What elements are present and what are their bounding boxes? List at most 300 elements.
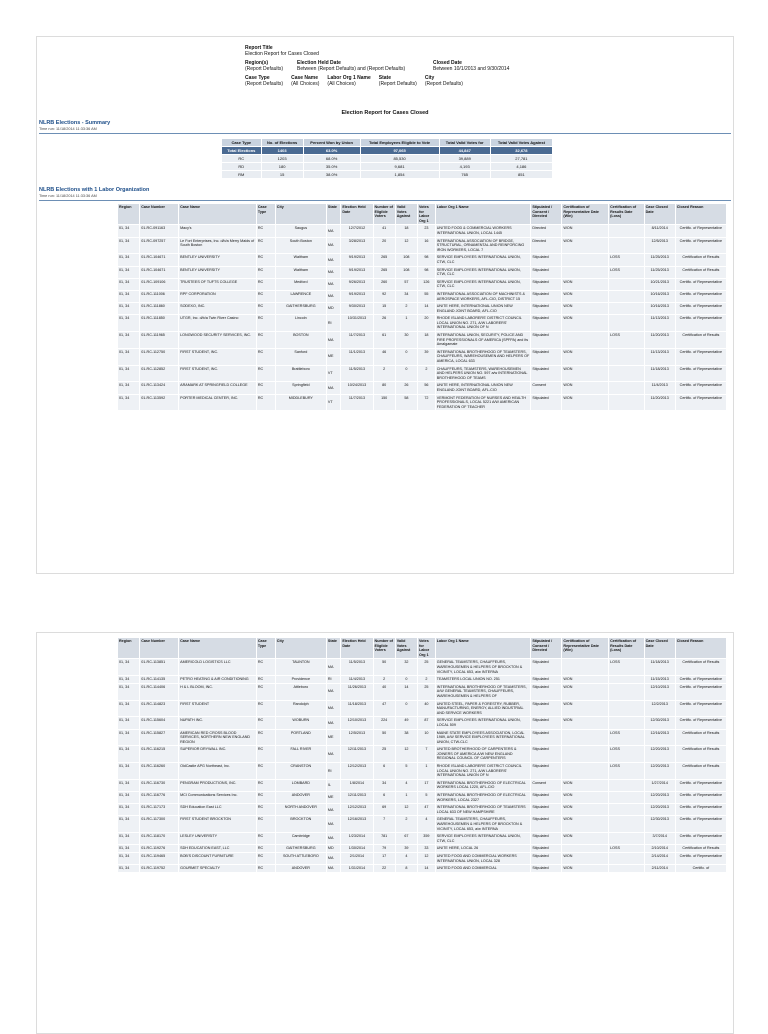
table-cell: 01-RC-117300 bbox=[140, 816, 179, 833]
table-cell: 01, 34 bbox=[118, 394, 140, 411]
table-cell: 01, 34 bbox=[118, 746, 140, 763]
table-cell: SOUTH ATTLEBORO bbox=[275, 852, 326, 864]
table-cell bbox=[609, 303, 645, 315]
table-cell: 1/27/2014 bbox=[644, 779, 675, 791]
table-cell: Stipulated bbox=[531, 659, 562, 676]
table-cell: SERVICE EMPLOYEES INTERNATIONAL UNION, CTW, CLC bbox=[435, 254, 531, 266]
table-cell: 92 bbox=[373, 290, 395, 302]
table-cell: WON bbox=[562, 348, 609, 365]
table-cell: WON bbox=[562, 365, 609, 382]
table-cell: 69 bbox=[373, 804, 395, 816]
summary-cell: 1403 bbox=[261, 147, 303, 155]
table-cell: 1 bbox=[417, 763, 435, 780]
summary-cell: 180 bbox=[261, 163, 303, 171]
report-title-label: Report Title bbox=[245, 45, 273, 51]
table-cell: 01, 34 bbox=[118, 676, 140, 684]
table-cell: UNITED BROTHERHOOD OF CARPENTERS & JOINERS OF AMERICA A/W NEW ENGLAND REGIONAL COUNCIL OF CARPENTERS bbox=[435, 746, 531, 763]
table-cell: RC bbox=[256, 816, 275, 833]
column-header: Number of Eligible Voters bbox=[373, 638, 395, 659]
table-cell: 01, 34 bbox=[118, 266, 140, 278]
table-cell: Certification of Results bbox=[675, 254, 726, 266]
table-cell: Stipulated bbox=[531, 792, 562, 804]
table-cell: WON bbox=[562, 833, 609, 845]
column-header: Certification of Results Date (Loss) bbox=[609, 638, 645, 659]
table-cell: Stipulated bbox=[531, 700, 562, 717]
table-cell: 11/18/2013 bbox=[644, 365, 675, 382]
table-cell bbox=[562, 332, 609, 349]
table-cell: 01, 34 bbox=[118, 763, 140, 780]
table-cell: 8 bbox=[395, 865, 417, 873]
table-cell: Stipulated bbox=[531, 332, 562, 349]
table-cell: 11/26/2013 bbox=[341, 683, 373, 700]
table-cell: BENTLEY UNIVERSITY bbox=[179, 254, 257, 266]
table-cell: LOSS bbox=[609, 729, 645, 746]
table-cell: MA bbox=[326, 382, 340, 394]
elections-table-page-2 bbox=[117, 637, 727, 873]
table-cell: 72 bbox=[417, 394, 435, 411]
table-cell: LOSS bbox=[609, 266, 645, 278]
table-cell: LOSS bbox=[609, 746, 645, 763]
table-cell: 01-RC-114135 bbox=[140, 676, 179, 684]
table-cell: 50 bbox=[373, 659, 395, 676]
summary-cell: RD bbox=[222, 163, 262, 171]
table-cell: Stipulated bbox=[531, 865, 562, 873]
column-header: State bbox=[326, 204, 340, 225]
table-row bbox=[118, 365, 727, 382]
state-label: State bbox=[378, 74, 392, 81]
table-cell bbox=[609, 804, 645, 816]
table-row bbox=[118, 332, 727, 349]
table-cell: 0 bbox=[395, 700, 417, 717]
summary-cell: 4,186 bbox=[490, 163, 552, 171]
table-cell: WON bbox=[562, 717, 609, 729]
table-cell: 01, 34 bbox=[118, 852, 140, 864]
table-cell: 2/1/2014 bbox=[341, 852, 373, 864]
table-cell: 01, 34 bbox=[118, 382, 140, 394]
table-cell: 12/5/2013 bbox=[644, 237, 675, 254]
table-cell bbox=[562, 266, 609, 278]
table-cell: INTERNATIONAL ASSOCIATION OF BRIDGE, STRUCTURAL, ORNAMENTAL AND REINFORCING IRON WORKERS, LOCAL 7 bbox=[435, 237, 531, 254]
table-cell: WON bbox=[562, 382, 609, 394]
table-cell: 11/25/2013 bbox=[644, 266, 675, 278]
summary-cell: 4,193 bbox=[439, 163, 490, 171]
table-cell: 2/14/2014 bbox=[644, 852, 675, 864]
table-row bbox=[118, 348, 727, 365]
summary-time-run: Time run: 11/18/2014 11:33:36 AM bbox=[39, 127, 97, 131]
table-row bbox=[118, 845, 727, 853]
table-cell bbox=[562, 845, 609, 853]
column-header: Votes for Labor Org 1 bbox=[417, 204, 435, 225]
case-name-label: Case Name bbox=[291, 74, 319, 81]
table-cell: 10/16/2013 bbox=[644, 290, 675, 302]
table-cell: RHODE ISLAND LABORERS' DISTRICT COUNCIL LOCAL UNION NO. 271, A/W LABORERS' INTERNATIONAL UNION OF N bbox=[435, 763, 531, 780]
table-cell: UNITE HERE, LOCAL 26 bbox=[435, 845, 531, 853]
table-cell: 58 bbox=[395, 394, 417, 411]
table-cell: 11/5/2013 bbox=[341, 659, 373, 676]
table-cell: 25 bbox=[417, 683, 435, 700]
table-cell: RC bbox=[256, 792, 275, 804]
table-cell: Stipulated bbox=[531, 348, 562, 365]
summary-header-cell: Total Valid Votes for bbox=[439, 139, 490, 147]
table-cell: Directed bbox=[531, 225, 562, 237]
table-cell: 11/4/2013 bbox=[644, 382, 675, 394]
table-cell: INTERNATIONAL UNION, SECURITY, POLICE AND FIRE PROFESSIONALS OF AMERICA (SPFPA) and its Amalgamate bbox=[435, 332, 531, 349]
table-cell: 11/15/2013 bbox=[644, 676, 675, 684]
table-cell: 12 bbox=[395, 237, 417, 254]
table-cell: 126 bbox=[417, 278, 435, 290]
table-cell: Certific. of Representative bbox=[675, 303, 726, 315]
table-cell: 01-RC-113592 bbox=[140, 394, 179, 411]
table-cell: 12 bbox=[417, 852, 435, 864]
table-cell: Providence bbox=[275, 676, 326, 684]
table-cell: 01, 34 bbox=[118, 290, 140, 302]
table-cell bbox=[609, 348, 645, 365]
table-cell: 10/21/2013 bbox=[644, 278, 675, 290]
summary-cell: 9,681 bbox=[360, 163, 439, 171]
table-cell: 30 bbox=[395, 332, 417, 349]
table-cell: 01-RC-113424 bbox=[140, 382, 179, 394]
table-cell: RC bbox=[256, 382, 275, 394]
table-cell: Sanford bbox=[275, 348, 326, 365]
table-cell: 4 bbox=[417, 816, 435, 833]
table-cell: RC bbox=[256, 804, 275, 816]
table-cell bbox=[609, 833, 645, 845]
summary-cell: 85,530 bbox=[360, 155, 439, 163]
table-cell: WON bbox=[562, 278, 609, 290]
table-cell: 12/20/2013 bbox=[644, 763, 675, 780]
table-cell: 9/30/2013 bbox=[341, 303, 373, 315]
labor-org-label: Labor Org 1 Name bbox=[327, 74, 371, 81]
table-cell: 1/30/2014 bbox=[341, 845, 373, 853]
table-cell: 01-RC-111006 bbox=[140, 290, 179, 302]
table-row bbox=[118, 852, 727, 864]
table-cell: RC bbox=[256, 763, 275, 780]
table-cell bbox=[609, 290, 645, 302]
table-cell: MA bbox=[326, 659, 340, 676]
table-cell bbox=[609, 394, 645, 411]
table-cell: 01, 34 bbox=[118, 659, 140, 676]
table-cell: 01, 34 bbox=[118, 833, 140, 845]
table-cell: Certific. of Representative bbox=[675, 792, 726, 804]
table-cell: WON bbox=[562, 779, 609, 791]
table-cell: 15 bbox=[373, 303, 395, 315]
table-cell: MD bbox=[326, 845, 340, 853]
table-cell: 108 bbox=[395, 266, 417, 278]
table-cell: 01-RC-118170 bbox=[140, 833, 179, 845]
table-cell: 11/13/2013 bbox=[644, 348, 675, 365]
table-cell: RC bbox=[256, 833, 275, 845]
table-cell: 32 bbox=[395, 659, 417, 676]
table-cell: LOSS bbox=[609, 254, 645, 266]
table-cell: RC bbox=[256, 700, 275, 717]
table-cell: 01, 34 bbox=[118, 792, 140, 804]
table-cell: South Boston bbox=[275, 237, 326, 254]
city-value: (Report Defaults) bbox=[424, 81, 463, 88]
table-row bbox=[118, 303, 727, 315]
table-cell: LONGWOOD SECURITY SERVICES, INC. bbox=[179, 332, 257, 349]
table-cell bbox=[609, 792, 645, 804]
table-cell: Stipulated bbox=[531, 816, 562, 833]
table-cell: LOSS bbox=[609, 659, 645, 676]
table-cell: LESLEY UNIVERSITY bbox=[179, 833, 257, 845]
table-cell: 9/19/2013 bbox=[341, 290, 373, 302]
table-cell: Certification of Results bbox=[675, 763, 726, 780]
table-cell: 108 bbox=[395, 254, 417, 266]
table-cell bbox=[609, 816, 645, 833]
table-cell: 01-RC-111860 bbox=[140, 303, 179, 315]
table-cell: RC bbox=[256, 729, 275, 746]
table-cell: 6 bbox=[373, 763, 395, 780]
table-cell: 5 bbox=[395, 763, 417, 780]
table-cell bbox=[562, 763, 609, 780]
table-cell: ANDOVER bbox=[275, 792, 326, 804]
table-cell: 01-RC-111965 bbox=[140, 332, 179, 349]
table-cell: RC bbox=[256, 278, 275, 290]
table-cell bbox=[609, 225, 645, 237]
table-cell: 79 bbox=[373, 845, 395, 853]
table-cell: BOB'S DISCOUNT FURNITURE bbox=[179, 852, 257, 864]
table-cell: 12/16/2013 bbox=[644, 729, 675, 746]
table-cell: Cambridge bbox=[275, 833, 326, 845]
table-cell: WON bbox=[562, 816, 609, 833]
table-cell: SERVICE EMPLOYEES INTERNATIONAL UNION, LOCAL 509 bbox=[435, 717, 531, 729]
column-header: Number of Eligible Voters bbox=[373, 204, 395, 225]
table-row bbox=[118, 659, 727, 676]
table-cell: PORTLAND bbox=[275, 729, 326, 746]
report-page-2 bbox=[36, 632, 734, 1034]
table-cell: VT bbox=[326, 394, 340, 411]
column-header: Stipulated / Consent / Directed bbox=[531, 638, 562, 659]
table-cell: 18 bbox=[395, 225, 417, 237]
table-cell: RC bbox=[256, 290, 275, 302]
table-cell: 80 bbox=[373, 382, 395, 394]
table-cell: 41 bbox=[373, 225, 395, 237]
table-cell: 18 bbox=[417, 332, 435, 349]
table-cell: 12/20/2013 bbox=[644, 746, 675, 763]
table-cell: BOSTON bbox=[275, 332, 326, 349]
column-header: Region bbox=[118, 638, 140, 659]
table-cell: 01, 34 bbox=[118, 816, 140, 833]
summary-cell: 851 bbox=[490, 171, 552, 179]
table-cell: 0 bbox=[395, 676, 417, 684]
table-cell: Certific. of Representative bbox=[675, 717, 726, 729]
table-cell: FIRST STUDENT BROCKTON bbox=[179, 816, 257, 833]
table-cell: 01-RC-119752 bbox=[140, 865, 179, 873]
column-header: Case Type bbox=[256, 204, 275, 225]
table-row bbox=[118, 792, 727, 804]
table-cell: ANDOVER bbox=[275, 865, 326, 873]
column-header: Case Name bbox=[179, 638, 257, 659]
table-cell: Certific. of Representative bbox=[675, 237, 726, 254]
table-cell: 01, 34 bbox=[118, 700, 140, 717]
table-cell: VERMONT FEDERATION OF NURSES AND HEALTH PROFESSIONALS, LOCAL 5221 A/W AMERICAN FEDERATION OF TEACHER bbox=[435, 394, 531, 411]
table-cell: RC bbox=[256, 394, 275, 411]
table-cell: WON bbox=[562, 315, 609, 332]
table-cell: 01-RC-112852 bbox=[140, 365, 179, 382]
column-header: Closed Reason bbox=[675, 638, 726, 659]
table-cell: IL bbox=[326, 779, 340, 791]
table-cell: 01, 34 bbox=[118, 315, 140, 332]
table-cell: 12/16/2013 bbox=[341, 816, 373, 833]
table-cell: LOMBARD bbox=[275, 779, 326, 791]
table-cell: MA bbox=[326, 225, 340, 237]
table-cell: MA bbox=[326, 852, 340, 864]
table-cell: 01, 34 bbox=[118, 845, 140, 853]
table-cell: Stipulated bbox=[531, 845, 562, 853]
table-cell: FIRST STUDENT, INC. bbox=[179, 348, 257, 365]
report-parameters bbox=[245, 45, 509, 87]
column-header: Case Type bbox=[256, 638, 275, 659]
table-cell: 260 bbox=[373, 278, 395, 290]
table-cell: 9/26/2013 bbox=[341, 278, 373, 290]
table-cell: 12/5/2013 bbox=[341, 729, 373, 746]
table-cell: Stipulated bbox=[531, 266, 562, 278]
table-cell: 57 bbox=[395, 278, 417, 290]
table-cell: 3/7/2014 bbox=[644, 833, 675, 845]
table-cell: 01, 34 bbox=[118, 237, 140, 254]
summary-header-cell: Total Valid Votes Against bbox=[490, 139, 552, 147]
table-cell: 12/10/2013 bbox=[644, 683, 675, 700]
table-cell: 2/10/2014 bbox=[644, 845, 675, 853]
table-cell: MIDDLEBURY bbox=[275, 394, 326, 411]
table-cell: 01-RC-104671 bbox=[140, 254, 179, 266]
table-cell: 5 bbox=[417, 792, 435, 804]
table-row bbox=[118, 763, 727, 780]
table-cell: VT bbox=[326, 365, 340, 382]
table-cell: MA bbox=[326, 237, 340, 254]
table-cell: INTERNATIONAL BROTHERHOOD OF ELECTRICAL WORKERS, LOCAL 2327 bbox=[435, 792, 531, 804]
table-cell: RC bbox=[256, 683, 275, 700]
summary-row bbox=[222, 163, 553, 171]
table-cell bbox=[609, 717, 645, 729]
column-header: Case Number bbox=[140, 204, 179, 225]
table-cell bbox=[609, 779, 645, 791]
param-row-2 bbox=[245, 75, 509, 88]
table-cell: RC bbox=[256, 865, 275, 873]
region-label: Region(s) bbox=[245, 59, 269, 66]
table-cell: 11/1/2013 bbox=[341, 348, 373, 365]
summary-cell: 97,065 bbox=[360, 147, 439, 155]
table-cell: 01, 34 bbox=[118, 348, 140, 365]
table-cell: 01, 34 bbox=[118, 865, 140, 873]
table-cell: TAUNTON bbox=[275, 659, 326, 676]
table-cell: ME bbox=[326, 729, 340, 746]
column-header: Case Closed Date bbox=[644, 204, 675, 225]
table-cell: 12/7/2012 bbox=[341, 225, 373, 237]
table-cell: LOSS bbox=[609, 845, 645, 853]
table-row bbox=[118, 278, 727, 290]
table-cell: 01, 34 bbox=[118, 804, 140, 816]
table-cell: 4 bbox=[395, 852, 417, 864]
table-cell: 47 bbox=[373, 700, 395, 717]
table-cell: Directed bbox=[531, 237, 562, 254]
summary-table bbox=[221, 138, 553, 179]
table-cell: Certific. of Representative bbox=[675, 779, 726, 791]
table-cell: 26 bbox=[395, 382, 417, 394]
table-cell: AMERICOLD LOGISTICS LLC bbox=[179, 659, 257, 676]
table-cell: 01-RC-116730 bbox=[140, 779, 179, 791]
table-cell: 2 bbox=[395, 303, 417, 315]
labor-divider bbox=[39, 200, 731, 201]
summary-cell: 765 bbox=[439, 171, 490, 179]
table-cell: 1 bbox=[395, 315, 417, 332]
table-cell: 12/11/2013 bbox=[341, 746, 373, 763]
table-cell: 11/13/2013 bbox=[644, 315, 675, 332]
table-cell: 98 bbox=[417, 254, 435, 266]
table-cell: 12/20/2013 bbox=[644, 792, 675, 804]
table-cell: 46 bbox=[373, 348, 395, 365]
table-cell: Certific. of Representative bbox=[675, 676, 726, 684]
table-cell: NUPATH INC. bbox=[179, 717, 257, 729]
table-cell: Consent bbox=[531, 382, 562, 394]
table-cell: Stipulated bbox=[531, 746, 562, 763]
table-cell: 40 bbox=[373, 683, 395, 700]
table-cell: 265 bbox=[373, 266, 395, 278]
table-cell: WON bbox=[562, 852, 609, 864]
table-cell: Stipulated bbox=[531, 278, 562, 290]
column-header: Votes for Labor Org 1 bbox=[417, 638, 435, 659]
table-cell: 14 bbox=[417, 865, 435, 873]
table-cell: SERVICE EMPLOYEES INTERNATIONAL UNION, CTW, CLC bbox=[435, 278, 531, 290]
table-cell: NORTH ANDOVER bbox=[275, 804, 326, 816]
table-cell: Springfield bbox=[275, 382, 326, 394]
region-value: (Report Defaults) bbox=[245, 66, 284, 73]
table-cell: LOSS bbox=[609, 332, 645, 349]
page-title: Election Report for Cases Closed bbox=[341, 110, 429, 116]
table-cell: GAITHERSBURG bbox=[275, 303, 326, 315]
table-cell: 11/18/2013 bbox=[644, 659, 675, 676]
table-cell: 1 bbox=[395, 792, 417, 804]
table-cell: Stipulated bbox=[531, 676, 562, 684]
table-cell: MA bbox=[326, 717, 340, 729]
table-cell: MA bbox=[326, 746, 340, 763]
table-cell: 12/2/2013 bbox=[644, 700, 675, 717]
column-header: Region bbox=[118, 204, 140, 225]
table-cell: WOBURN bbox=[275, 717, 326, 729]
column-header: Case Closed Date bbox=[644, 638, 675, 659]
table-cell: Certification of Results bbox=[675, 845, 726, 853]
table-cell: Stipulated bbox=[531, 729, 562, 746]
table-cell: Certification of Results bbox=[675, 266, 726, 278]
table-cell: 20 bbox=[373, 237, 395, 254]
table-cell: GOURMET SPECIALTY bbox=[179, 865, 257, 873]
table-row bbox=[118, 779, 727, 791]
table-cell: TRUSTEES OF TUFTS COLLEGE bbox=[179, 278, 257, 290]
table-cell: SUPERIOR DRYWALL INC. bbox=[179, 746, 257, 763]
table-cell: Waltham bbox=[275, 254, 326, 266]
table-cell: 9/19/2013 bbox=[341, 266, 373, 278]
table-cell: 9/19/2013 bbox=[341, 254, 373, 266]
table-cell: Certific. of Representative bbox=[675, 394, 726, 411]
table-cell: 26 bbox=[373, 315, 395, 332]
table-cell: WON bbox=[562, 865, 609, 873]
table-cell: 14 bbox=[417, 303, 435, 315]
table-cell: 10 bbox=[417, 729, 435, 746]
table-cell: RC bbox=[256, 746, 275, 763]
table-cell: 40 bbox=[417, 700, 435, 717]
elections-table-page-1 bbox=[117, 203, 727, 411]
table-cell: RPF CORPORATION bbox=[179, 290, 257, 302]
summary-cell: RM bbox=[222, 171, 262, 179]
table-cell: SERVICE EMPLOYEES INTERNATIONAL UNION, CTW, CLC bbox=[435, 833, 531, 845]
table-cell: 14 bbox=[395, 683, 417, 700]
table-cell: 01-RC-109106 bbox=[140, 278, 179, 290]
table-cell: MAINE STATE EMPLOYEES ASSOCIATION, LOCAL 1989, A/W SERVICE EMPLOYEES INTERNATIONAL UNION, CTW-CLC bbox=[435, 729, 531, 746]
table-cell: 01-RC-111850 bbox=[140, 315, 179, 332]
table-cell bbox=[609, 382, 645, 394]
table-cell: UNITED FOOD AND COMMERCIAL WORKERS INTERNATIONAL UNION, LOCAL 328 bbox=[435, 852, 531, 864]
table-row bbox=[118, 676, 727, 684]
